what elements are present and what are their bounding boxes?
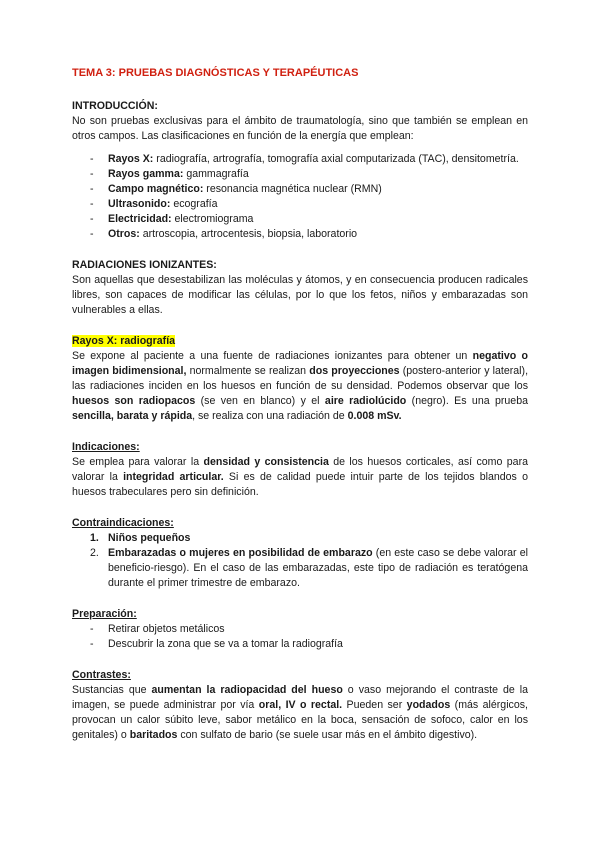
list-item: - Campo magnético: resonancia magnética nuclear (RMN) xyxy=(72,182,528,197)
list-item: - Electricidad: electromiograma xyxy=(72,212,528,227)
list-item: - Retirar objetos metálicos xyxy=(72,622,528,637)
contraindications-list xyxy=(72,531,528,591)
list-item: - Rayos gamma: gammagrafía xyxy=(72,167,528,182)
xray-heading: Rayos X: radiografía xyxy=(72,335,176,347)
preparation-heading: Preparación: xyxy=(72,608,137,620)
preparation-list xyxy=(72,622,528,652)
list-item: 1. Niños pequeños xyxy=(90,532,191,544)
intro-paragraph: No son pruebas exclusivas para el ámbito de traumatología, sino que también se emplean en otros campos. Las clasificaciones en función de la energía que emplean: xyxy=(72,115,528,142)
xray-paragraph: Se expone al paciente a una fuente de radiaciones ionizantes para obtener un negativo o imagen bidimensional, normalmente se realizan dos proyecciones (postero-anterior y lateral), las radiaciones inciden en los huesos en función de su densidad. Podemos observar que los huesos son radiopacos (se ven en blanco) y el aire radiolúcido (negro). Es una prueba sencilla, barata y rápida, se realiza con una radiación de 0.008 mSv. xyxy=(72,350,529,422)
indications-paragraph: Se emplea para valorar la densidad y consistencia de los huesos corticales, así como para valorar la integridad articular. Si es de calidad puede intuir parte de los tejidos blandos o huesos trabeculares pero sin definición. xyxy=(72,456,528,498)
list-item: - Rayos X: radiografía, artrografía, tomografía axial computarizada (TAC), densitometría. xyxy=(72,152,528,167)
contrasts-paragraph: Sustancias que aumentan la radiopacidad del hueso o vaso mejorando el contraste de la imagen, se puede administrar por vía oral, IV o rectal. Pueden ser yodados (más alérgicos, provocan un calor súbito leve, sabor metálico en la boca, sensación de sofoco, calor en los genitales) o baritados con sulfato de bario (se suele usar más en el ámbito digestivo). xyxy=(72,684,528,741)
ionizing-heading: RADIACIONES IONIZANTES: xyxy=(72,259,217,271)
contraindications-heading: Contraindicaciones: xyxy=(72,517,174,529)
document-title: TEMA 3: PRUEBAS DIAGNÓSTICAS Y TERAPÉUTICAS xyxy=(72,67,359,79)
energy-list xyxy=(72,152,528,242)
list-item: - Descubrir la zona que se va a tomar la radiografía xyxy=(72,637,528,652)
document-page xyxy=(72,66,528,743)
list-item: 2. Embarazadas o mujeres en posibilidad de embarazo (en este caso se debe valorar el beneficio-riesgo). En el caso de las embarazadas, este tipo de radiación es teratógena durante el primer trimestre de embarazo. xyxy=(90,547,528,589)
list-item: - Otros: artroscopia, artrocentesis, biopsia, laboratorio xyxy=(72,227,528,242)
list-item: - Ultrasonido: ecografía xyxy=(72,197,528,212)
contrasts-heading: Contrastes: xyxy=(72,669,131,681)
intro-heading: INTRODUCCIÓN: xyxy=(72,100,158,112)
ionizing-paragraph: Son aquellas que desestabilizan las moléculas y átomos, y en consecuencia producen radicales libres, son capaces de modificar las células, por lo que los fetos, niños y embarazadas son vulnerables a ellas. xyxy=(72,274,528,316)
indications-heading: Indicaciones: xyxy=(72,441,140,453)
